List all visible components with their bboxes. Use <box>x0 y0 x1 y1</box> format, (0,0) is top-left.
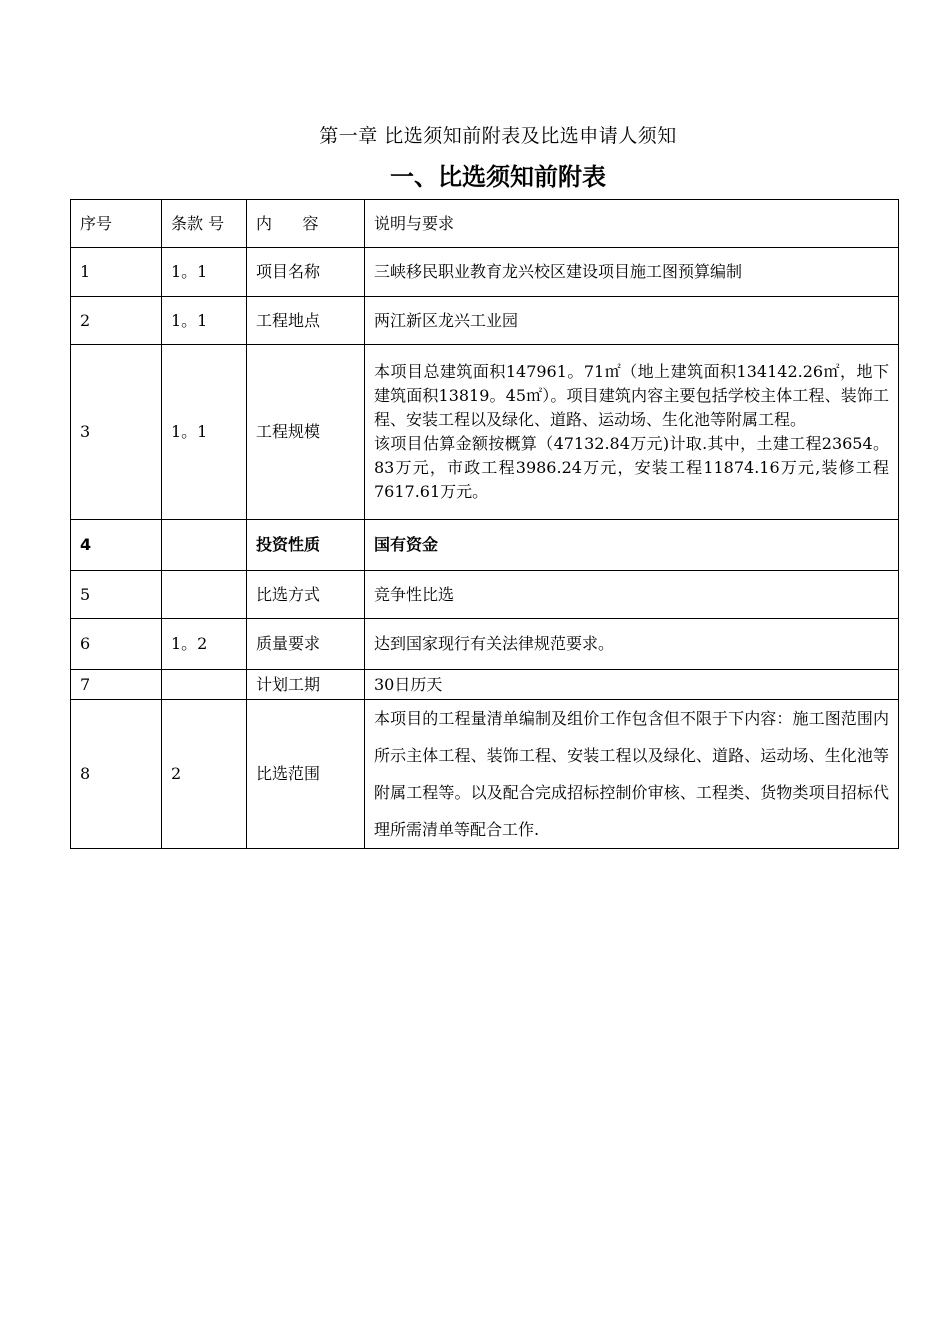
row-clause <box>162 520 247 571</box>
table-row <box>71 520 899 571</box>
scale-paragraph-budget: 该项目估算金额按概算（47132.84万元)计取.其中，土建工程23654。83万元，市政工程3986.24万元，安装工程11874.16万元,装修工程7617.61万元。 <box>374 434 889 501</box>
chapter-title: 第一章 比选须知前附表及比选申请人须知 <box>319 125 677 147</box>
requirements-table <box>70 199 899 849</box>
header-content: 内 容 <box>247 200 365 248</box>
row-seq: 2 <box>71 297 162 345</box>
row-clause: 1。2 <box>162 619 247 670</box>
row-seq: 4 <box>71 520 162 571</box>
row-clause: 1。1 <box>162 297 247 345</box>
row-seq: 1 <box>71 248 162 297</box>
row-clause: 1。1 <box>162 248 247 297</box>
row-desc: 两江新区龙兴工业园 <box>365 297 899 345</box>
scale-paragraph-area: 本项目总建筑面积147961。71㎡（地上建筑面积134142.26㎡，地下建筑面积13819。45㎡）。项目建筑内容主要包括学校主体工程、装饰工程、安装工程以及绿化、道路、运动场、生化池等附属工程。 <box>374 362 889 429</box>
row-item: 投资性质 <box>247 520 365 571</box>
table-row <box>71 345 899 520</box>
row-item: 工程规模 <box>247 345 365 520</box>
row-seq: 6 <box>71 619 162 670</box>
row-seq: 7 <box>71 670 162 700</box>
row-item: 比选范围 <box>247 700 365 849</box>
row-desc: 竞争性比选 <box>365 571 899 619</box>
row-desc <box>365 345 899 520</box>
row-clause <box>162 571 247 619</box>
row-desc: 国有资金 <box>365 520 899 571</box>
table-row <box>71 670 899 700</box>
table-row <box>71 700 899 849</box>
row-clause: 1。1 <box>162 345 247 520</box>
table-row <box>71 571 899 619</box>
row-desc: 30日历天 <box>365 670 899 700</box>
header-clause: 条款 号 <box>162 200 247 248</box>
row-seq: 5 <box>71 571 162 619</box>
row-clause: 2 <box>162 700 247 849</box>
row-seq: 8 <box>71 700 162 849</box>
row-item: 质量要求 <box>247 619 365 670</box>
row-desc: 达到国家现行有关法律规范要求。 <box>365 619 899 670</box>
row-item: 计划工期 <box>247 670 365 700</box>
row-seq: 3 <box>71 345 162 520</box>
table-row <box>71 248 899 297</box>
header-requirement: 说明与要求 <box>365 200 899 248</box>
row-item: 项目名称 <box>247 248 365 297</box>
table-row <box>71 297 899 345</box>
row-desc <box>365 700 899 849</box>
scope-paragraph: 本项目的工程量清单编制及组价工作包含但不限于下内容：施工图范围内所示主体工程、装饰工程、安装工程以及绿化、道路、运动场、生化池等附属工程等。以及配合完成招标控制价审核、工程类、货物类项目招标代理所需清单等配合工作. <box>374 709 889 839</box>
table-row <box>71 619 899 670</box>
row-item: 工程地点 <box>247 297 365 345</box>
row-clause <box>162 670 247 700</box>
row-item: 比选方式 <box>247 571 365 619</box>
table-header-row <box>71 200 899 248</box>
row-desc: 三峡移民职业教育龙兴校区建设项目施工图预算编制 <box>365 248 899 297</box>
section-title: 一、比选须知前附表 <box>390 163 606 191</box>
header-seq: 序号 <box>71 200 162 248</box>
